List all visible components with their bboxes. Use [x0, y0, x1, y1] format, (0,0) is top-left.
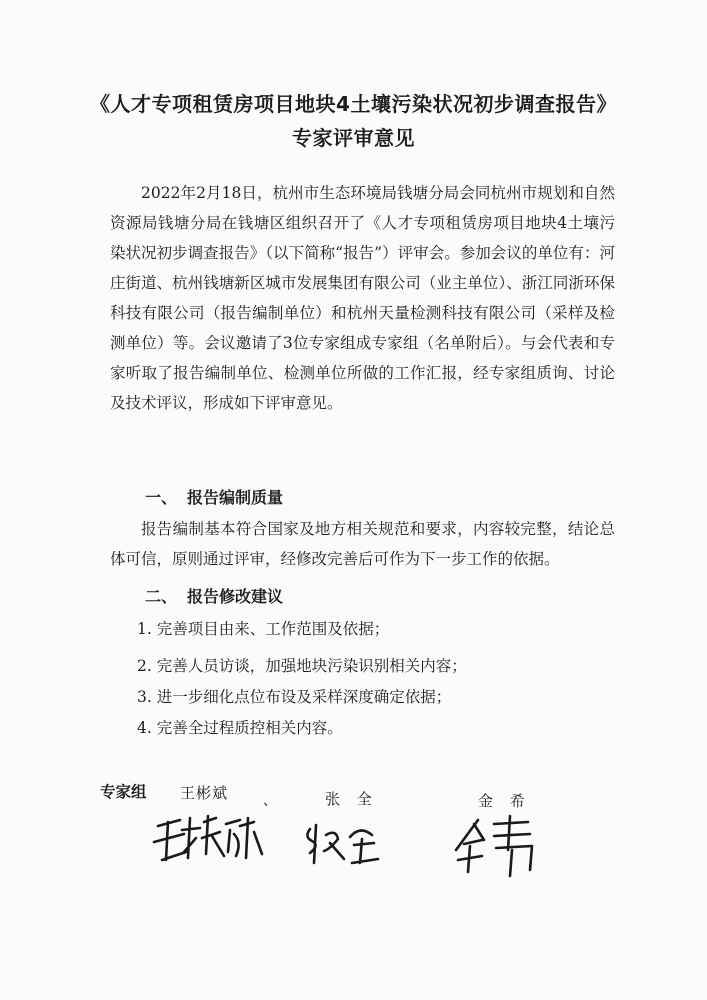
section1-title: 报告编制质量 [187, 488, 284, 507]
signature-2 [300, 815, 390, 870]
list-item: 4. 完善全过程质控相关内容。 [137, 719, 343, 737]
doc-subtitle: 专家评审意见 [292, 126, 415, 150]
signature-1 [150, 808, 270, 868]
expert-name-1: 王彬斌 [180, 784, 229, 802]
list-item: 1. 完善项目由来、工作范围及依据； [137, 620, 390, 638]
section1-heading [145, 485, 283, 508]
list-item: 3. 进一步细化点位布设及采样深度确定依据； [137, 688, 452, 706]
expert-group-label: 专家组 [100, 783, 147, 801]
section2-number: 二、 [145, 587, 178, 606]
separator-mark: 、 [263, 793, 277, 809]
doc-title: 《人才专项租赁房项目地块4土壤污染状况初步调查报告》 [90, 92, 617, 116]
section2-title: 报告修改建议 [187, 587, 284, 606]
signature-3 [448, 810, 543, 880]
list-item: 2. 完善人员访谈，加强地块污染识别相关内容； [137, 657, 467, 675]
section1-number: 一、 [145, 488, 178, 507]
section2-heading [145, 584, 283, 607]
expert-name-2: 张 全 [325, 790, 378, 808]
section1-paragraph: 报告编制基本符合国家及地方相关规范和要求，内容较完整，结论总体可信，原则通过评审，经修改完善后可作为下一步工作的依据。 [110, 520, 615, 568]
expert-name-3: 金 希 [478, 792, 531, 810]
intro-paragraph: 2022年2月18日，杭州市生态环境局钱塘分局会同杭州市规划和自然资源局钱塘分局在钱塘区组织召开了《人才专项租赁房项目地块4土壤污染状况初步调查报告》（以下简称“报告”）评审会。参加会议的单位有：河庄街道、杭州钱塘新区城市发展集团有限公司（业主单位）、浙江同浙环保科技有限公司（报告编制单位）和杭州天量检测科技有限公司（采样及检测单位）等。会议邀请了3位专家组成专家组（名单附后）。与会代表和专家听取了报告编制单位、检测单位所做的工作汇报，经专家组质询、讨论及技术评议，形成如下评审意见。 [110, 184, 615, 412]
